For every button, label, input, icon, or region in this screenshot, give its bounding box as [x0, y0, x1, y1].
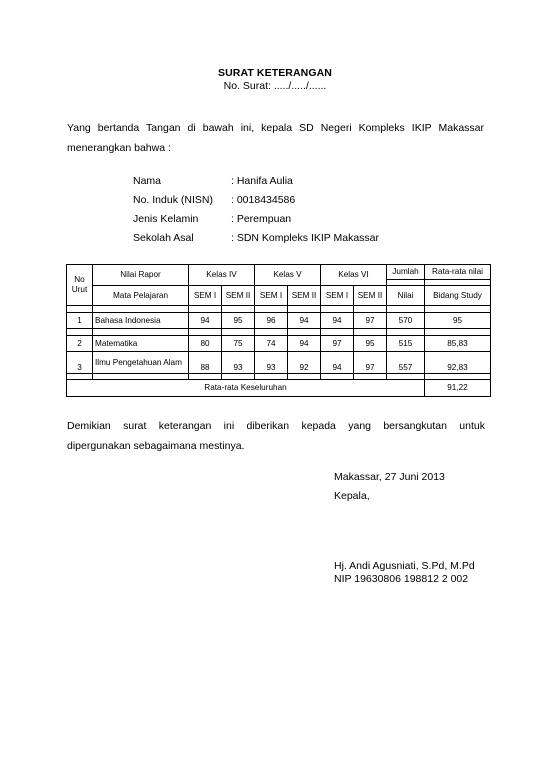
identity-value: : Perempuan: [231, 213, 292, 225]
header-sem: SEM I: [189, 286, 222, 306]
header-sem: SEM II: [288, 286, 321, 306]
identity-value: : Hanifa Aulia: [231, 175, 293, 187]
row-score: 97: [354, 313, 387, 329]
row-score: 93: [222, 352, 255, 374]
row-score: 92: [288, 352, 321, 374]
row-score: 97: [321, 336, 354, 352]
header-kelas-vi: Kelas VI: [321, 265, 387, 286]
signature-role: Kepala,: [334, 490, 370, 502]
identity-value: : SDN Kompleks IKIP Makassar: [231, 232, 380, 244]
row-score: 75: [222, 336, 255, 352]
row-subject: Matematika: [93, 336, 189, 352]
signature-place-date: Makassar, 27 Juni 2013: [334, 471, 445, 483]
row-jumlah: 570: [387, 313, 425, 329]
intro-paragraph: [67, 118, 484, 158]
identity-label: Nama: [133, 175, 162, 187]
overall-row: [67, 380, 491, 397]
header-kelas-v: Kelas V: [255, 265, 321, 286]
header-sem: SEM I: [321, 286, 354, 306]
row-number: 3: [67, 352, 93, 374]
row-score: 94: [321, 352, 354, 374]
header-no-urut: No Urut: [67, 265, 93, 306]
row-score: 94: [288, 336, 321, 352]
row-score: 97: [354, 352, 387, 374]
identity-value: : 0018434586: [231, 194, 296, 206]
header-sem: SEM I: [255, 286, 288, 306]
row-rata: 92,83: [425, 352, 491, 374]
identity-label: No. Induk (NISN): [133, 194, 213, 206]
closing-line-2: dipergunakan sebagaimana mestinya.: [67, 440, 245, 452]
header-sem: SEM II: [354, 286, 387, 306]
row-score: 88: [189, 352, 222, 374]
row-score: 96: [255, 313, 288, 329]
header-nilai-rapor: Nilai Rapor: [93, 265, 189, 286]
row-number: 1: [67, 313, 93, 329]
row-score: 74: [255, 336, 288, 352]
table-row: [67, 352, 491, 374]
header-kelas-iv: Kelas IV: [189, 265, 255, 286]
letter-number: No. Surat: ...../...../......: [223, 80, 327, 92]
row-score: 93: [255, 352, 288, 374]
row-rata: 85,83: [425, 336, 491, 352]
row-number: 2: [67, 336, 93, 352]
header-mata-pelajaran: Mata Pelajaran: [93, 286, 189, 306]
row-subject: Bahasa Indonesia: [93, 313, 189, 329]
document-title: SURAT KETERANGAN: [218, 67, 332, 79]
closing-paragraph: [67, 416, 485, 456]
header-bidang-study: Bidang Study: [425, 286, 491, 306]
identity-label: Jenis Kelamin: [133, 213, 199, 225]
closing-line-1: Demikian surat keterangan ini diberikan kepada yang bersangkutan untuk: [67, 420, 485, 432]
signature-nip: NIP 19630806 198812 2 002: [334, 573, 469, 585]
table-row: [67, 313, 491, 329]
header-rata-rata: Rata-rata nilai: [425, 265, 491, 280]
row-score: 95: [354, 336, 387, 352]
overall-value: 91,22: [425, 380, 491, 397]
row-score: 94: [321, 313, 354, 329]
header-nilai: Nilai: [387, 286, 425, 306]
row-score: 95: [222, 313, 255, 329]
header-sem: SEM II: [222, 286, 255, 306]
row-jumlah: 557: [387, 352, 425, 374]
row-score: 94: [189, 313, 222, 329]
row-rata: 95: [425, 313, 491, 329]
signature-name: Hj. Andi Agusniati, S.Pd, M.Pd: [334, 560, 475, 572]
intro-line-1: Yang bertanda Tangan di bawah ini, kepala SD Negeri Kompleks IKIP Makassar: [67, 122, 484, 134]
header-jumlah: Jumlah: [387, 265, 425, 280]
row-jumlah: 515: [387, 336, 425, 352]
row-score: 94: [288, 313, 321, 329]
intro-line-2: menerangkan bahwa :: [67, 142, 171, 154]
row-score: 80: [189, 336, 222, 352]
row-subject: Ilmu Pengetahuan Alam: [93, 352, 189, 374]
identity-label: Sekolah Asal: [133, 232, 194, 244]
table-row: [67, 336, 491, 352]
grades-table: [66, 264, 491, 397]
overall-label: Rata-rata Keseluruhan: [67, 380, 425, 397]
